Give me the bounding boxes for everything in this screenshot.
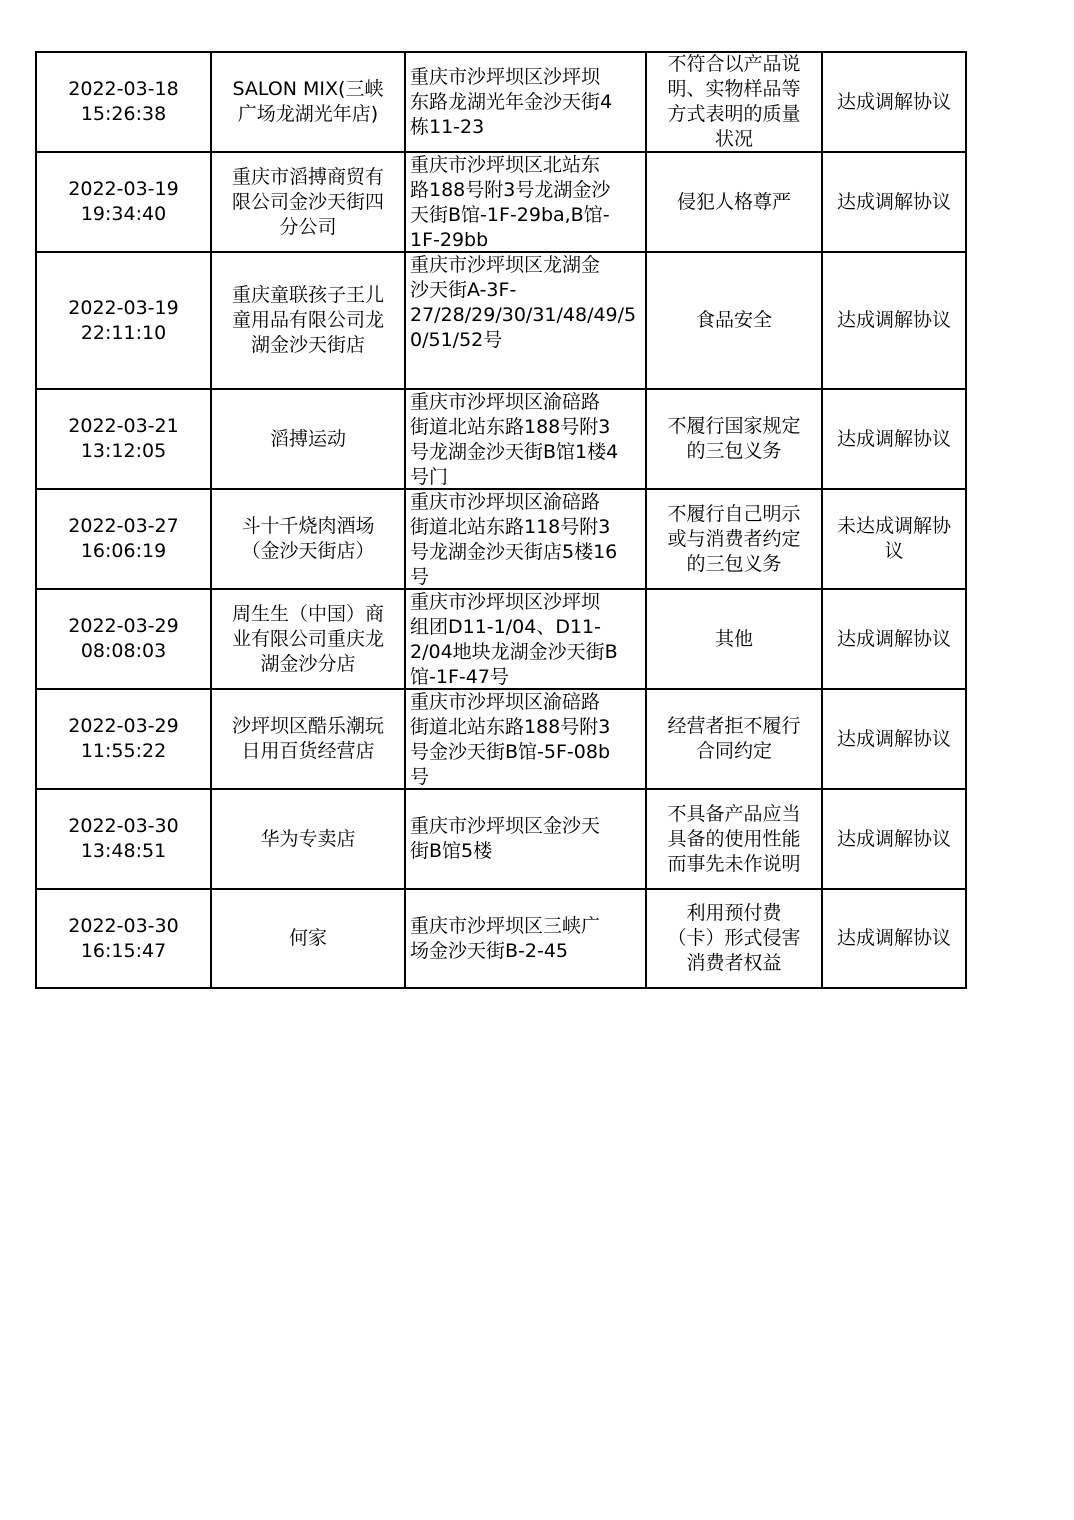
merchant-text-line: 湖金沙分店 [260,652,356,675]
time-text-line: 13:12:05 [80,440,167,462]
merchant-name-cell [211,52,405,152]
address-text-line: 重庆市沙坪坝区渝碚路 [410,691,601,713]
result-text-line: 达成调解协议 [836,827,951,850]
time-text-line: 22:11:10 [80,321,167,344]
address-text-line: 街道北站东路188号附3 [410,716,611,738]
complaint-time-cell [36,389,211,489]
table-row [36,689,966,789]
address-text-line: 东路龙湖光年金沙天街4 [410,90,613,113]
type-text-line: （卡）形式侵害 [667,927,801,949]
complaints-table [35,51,967,989]
type-text-line: 其他 [714,627,753,650]
address-text-line: 街B馆5楼 [410,840,493,862]
time-text-line: 2022-03-29 [68,615,179,637]
complaint-type-cell [646,152,822,252]
table-row [36,252,966,389]
type-text-line: 方式表明的质量 [667,103,801,125]
address-text-line: 号 [410,766,430,788]
result-text-line: 达成调解协议 [836,727,951,750]
mediation-result-cell [822,52,966,152]
result-text-line: 议 [884,540,904,562]
merchant-address-cell [405,389,646,489]
type-text-line: 不履行国家规定 [667,415,801,437]
time-text-line: 2022-03-29 [68,715,179,737]
merchant-address-cell [405,52,646,152]
time-text-line: 2022-03-18 [68,78,179,100]
merchant-text-line: 日用百货经营店 [241,740,375,762]
address-text-line: 号金沙天街B馆-5F-08b [410,741,611,763]
merchant-address-cell [405,689,646,789]
type-text-line: 状况 [714,128,753,150]
address-text-line: 天街B馆-1F-29ba,B馆- [410,204,610,226]
result-text-line: 达成调解协议 [836,190,951,213]
type-text-line: 或与消费者约定 [667,527,801,550]
time-text-line: 2022-03-30 [68,815,179,837]
table-row [36,589,966,689]
address-text-line: 馆-1F-47号 [410,666,509,688]
address-text-line: 1F-29bb [410,229,489,251]
merchant-text-line: 何家 [288,927,327,949]
merchant-address-cell [405,152,646,252]
time-text-line: 16:15:47 [80,939,167,962]
type-text-line: 不具备产品应当 [667,802,801,825]
merchant-text-line: 华为专卖店 [260,827,356,850]
merchant-address-cell [405,489,646,589]
time-text-line: 2022-03-27 [68,515,179,537]
address-text-line: 组团D11-1/04、D11- [410,616,601,638]
address-text-line: 重庆市沙坪坝区渝碚路 [410,391,601,413]
merchant-address-cell [405,789,646,889]
merchant-text-line: 广场龙湖光年店) [237,103,379,125]
time-text-line: 08:08:03 [80,640,167,662]
complaint-time-cell [36,489,211,589]
type-text-line: 合同约定 [695,740,772,762]
time-text-line: 2022-03-30 [68,914,179,937]
time-text-line: 11:55:22 [80,740,167,762]
time-text-line: 2022-03-19 [68,178,179,200]
merchant-text-line: 限公司金沙天街四 [231,190,384,213]
merchant-name-cell [211,589,405,689]
type-text-line: 明、实物样品等 [667,78,801,100]
merchant-name-cell [211,689,405,789]
merchant-address-cell [405,252,646,389]
merchant-text-line: 童用品有限公司龙 [231,309,384,331]
merchant-name-cell [211,252,405,389]
merchant-name-cell [211,489,405,589]
type-text-line: 经营者拒不履行 [667,715,801,737]
merchant-text-line: 斗十千烧肉酒场 [241,515,375,537]
address-text-line: 栋11-23 [410,115,485,138]
merchant-text-line: 业有限公司重庆龙 [231,627,384,650]
address-text-line: 号龙湖金沙天街店5楼16 [410,541,618,563]
complaint-time-cell [36,252,211,389]
time-text-line: 19:34:40 [80,203,167,225]
table-row [36,389,966,489]
address-text-line: 街道北站东路188号附3 [410,416,611,438]
result-text-line: 达成调解协议 [836,309,951,331]
result-text-line: 未达成调解协 [836,515,951,537]
table-row [36,489,966,589]
merchant-text-line: 分公司 [279,215,337,238]
complaint-time-cell [36,52,211,152]
mediation-result-cell [822,589,966,689]
merchant-name-cell [211,889,405,988]
merchant-name-cell [211,789,405,889]
table-row [36,52,966,152]
address-text-line: 街道北站东路118号附3 [410,516,611,538]
address-text-line: 路188号附3号龙湖金沙 [410,179,611,201]
complaint-type-cell [646,589,822,689]
type-text-line: 消费者权益 [686,952,782,974]
result-text-line: 达成调解协议 [836,627,951,650]
address-text-line: 重庆市沙坪坝区三峡广 [410,914,601,937]
merchant-text-line: 周生生（中国）商 [231,602,384,625]
type-text-line: 侵犯人格尊严 [676,190,791,213]
complaint-type-cell [646,689,822,789]
time-text-line: 15:26:38 [80,103,167,125]
complaint-time-cell [36,152,211,252]
type-text-line: 而事先未作说明 [667,852,801,875]
result-text-line: 达成调解协议 [836,427,951,450]
time-text-line: 16:06:19 [80,540,167,562]
mediation-result-cell [822,489,966,589]
complaint-type-cell [646,252,822,389]
mediation-result-cell [822,689,966,789]
complaint-time-cell [36,689,211,789]
mediation-result-cell [822,389,966,489]
mediation-result-cell [822,152,966,252]
complaints-table-body [36,52,966,988]
complaint-type-cell [646,52,822,152]
address-text-line: 沙天街A-3F- [410,279,517,301]
address-text-line: 重庆市沙坪坝区金沙天 [410,815,601,837]
address-text-line: 重庆市沙坪坝区沙坪坝 [410,65,601,88]
merchant-text-line: （金沙天街店） [241,540,375,562]
merchant-address-cell [405,589,646,689]
time-text-line: 2022-03-21 [68,415,179,437]
table-row [36,889,966,988]
address-text-line: 重庆市沙坪坝区北站东 [410,154,601,176]
complaint-type-cell [646,389,822,489]
result-text-line: 达成调解协议 [836,927,951,949]
complaint-time-cell [36,789,211,889]
complaint-type-cell [646,489,822,589]
complaint-type-cell [646,889,822,988]
type-text-line: 具备的使用性能 [667,827,801,850]
complaint-time-cell [36,589,211,689]
address-text-line: 重庆市沙坪坝区龙湖金 [410,254,601,276]
address-text-line: 号门 [410,466,449,488]
time-text-line: 2022-03-19 [68,296,179,319]
address-text-line: 重庆市沙坪坝区渝碚路 [410,491,601,513]
address-text-line: 重庆市沙坪坝区沙坪坝 [410,591,601,613]
address-text-line: 0/51/52号 [410,329,503,351]
address-text-line: 2/04地块龙湖金沙天街B [410,641,618,663]
result-text-line: 达成调解协议 [836,90,951,113]
type-text-line: 不履行自己明示 [667,502,801,525]
table-row [36,152,966,252]
time-text-line: 13:48:51 [80,840,167,862]
address-text-line: 场金沙天街B-2-45 [410,939,569,962]
merchant-text-line: 重庆童联孩子王儿 [231,284,384,306]
merchant-name-cell [211,152,405,252]
merchant-text-line: SALON MIX(三峡 [232,78,384,100]
mediation-result-cell [822,789,966,889]
type-text-line: 利用预付费 [686,902,782,924]
type-text-line: 不符合以产品说 [667,53,801,75]
mediation-result-cell [822,889,966,988]
type-text-line: 食品安全 [695,309,772,331]
address-text-line: 号 [410,566,430,588]
address-text-line: 27/28/29/30/31/48/49/5 [410,304,637,326]
mediation-result-cell [822,252,966,389]
type-text-line: 的三包义务 [686,440,782,462]
merchant-address-cell [405,889,646,988]
merchant-text-line: 沙坪坝区酷乐潮玩 [231,715,384,737]
type-text-line: 的三包义务 [686,552,782,575]
merchant-name-cell [211,389,405,489]
merchant-text-line: 重庆市滔搏商贸有 [231,165,384,188]
table-row [36,789,966,889]
merchant-text-line: 湖金沙天街店 [250,334,365,356]
address-text-line: 号龙湖金沙天街B馆1楼4 [410,441,619,463]
merchant-text-line: 滔搏运动 [269,427,346,450]
complaint-time-cell [36,889,211,988]
complaint-type-cell [646,789,822,889]
